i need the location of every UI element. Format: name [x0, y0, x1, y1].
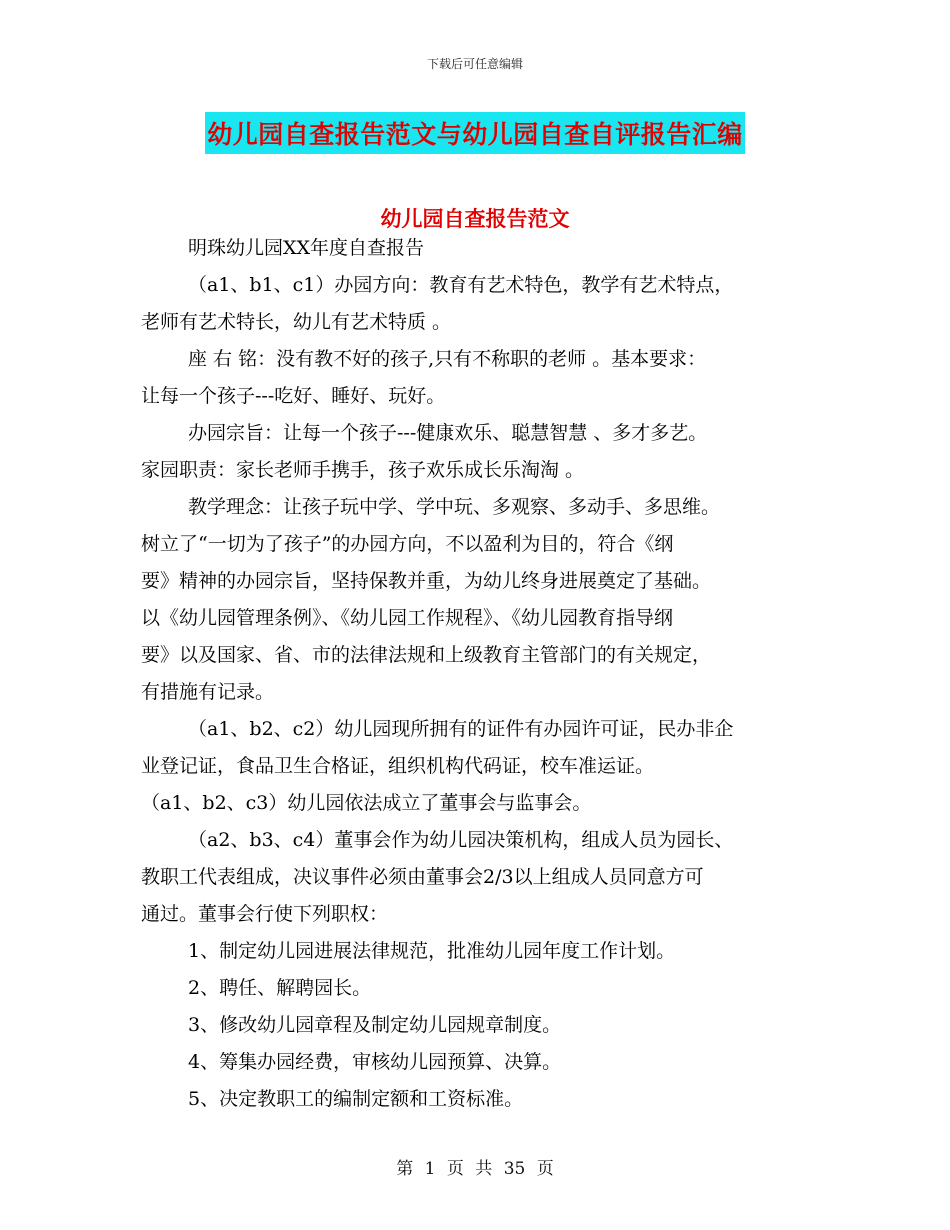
- section-title: 幼儿园自查报告范文: [380, 207, 570, 231]
- body-line: （a2、b3、c4）董事会作为幼儿园决策机构，组成人员为园长、: [188, 829, 734, 851]
- body-line: 老师有艺术特长，幼儿有艺术特质 。: [141, 311, 452, 333]
- body-line: 通过。董事会行使下列职权：: [141, 903, 389, 925]
- body-line: （a1、b2、c3）幼儿园依法成立了董事会与监事会。: [141, 792, 592, 814]
- body-line: 有措施有记录。: [141, 681, 275, 703]
- page-footer: 第 1 页 共 35 页: [396, 1159, 554, 1179]
- body-line: 以《幼儿园管理条例》、《幼儿园工作规程》、《幼儿园教育指导纲: [141, 607, 674, 629]
- body-line: 教职工代表组成，决议事件必须由董事会2/3以上组成人员同意方可: [141, 866, 704, 888]
- body-line: 明珠幼儿园XX年度自查报告: [188, 237, 425, 259]
- main-title-wrap: [0, 112, 950, 154]
- body-line: 办园宗旨：让每一个孩子---健康欢乐、聪慧智慧 、多才多艺。: [188, 422, 708, 444]
- body-line: （a1、b1、c1）办园方向：教育有艺术特色，教学有艺术特点，: [188, 274, 734, 296]
- body-line: （a1、b2、c2）幼儿园现所拥有的证件有办园许可证，民办非企: [188, 718, 734, 740]
- body-line: 3、修改幼儿园章程及制定幼儿园规章制度。: [188, 1014, 562, 1036]
- body-line: 树立了“一切为了孩子”的办园方向，不以盈利为目的，符合《纲: [141, 533, 674, 555]
- main-title: 幼儿园自查报告范文与幼儿园自查自评报告汇编: [205, 112, 745, 154]
- page-header: 下载后可任意编辑: [426, 57, 523, 71]
- body-line: 要》精神的办园宗旨，坚持保教并重，为幼儿终身进展奠定了基础。: [141, 570, 712, 592]
- body-line: 业登记证，食品卫生合格证，组织机构代码证，校车准运证。: [141, 755, 655, 777]
- body-line: 要》以及国家、省、市的法律法规和上级教育主管部门的有关规定，: [141, 644, 712, 666]
- body-line: 教学理念：让孩子玩中学、学中玩、多观察、多动手、多思维。: [188, 496, 721, 518]
- body-line: 4、筹集办园经费，审核幼儿园预算、决算。: [188, 1051, 562, 1073]
- body-line: 5、决定教职工的编制定额和工资标准。: [188, 1088, 524, 1110]
- body-line: 让每一个孩子---吃好、睡好、玩好。: [141, 385, 446, 407]
- document-body: [141, 230, 806, 1118]
- body-line: 1、制定幼儿园进展法律规范，批准幼儿园年度工作计划。: [188, 940, 676, 962]
- body-line: 家园职责：家长老师手携手，孩子欢乐成长乐淘淘 。: [141, 459, 585, 481]
- body-line: 座 右 铭：没有教不好的孩子,只有不称职的老师 。基本要求：: [188, 348, 707, 370]
- body-line: 2、聘任、解聘园长。: [188, 977, 372, 999]
